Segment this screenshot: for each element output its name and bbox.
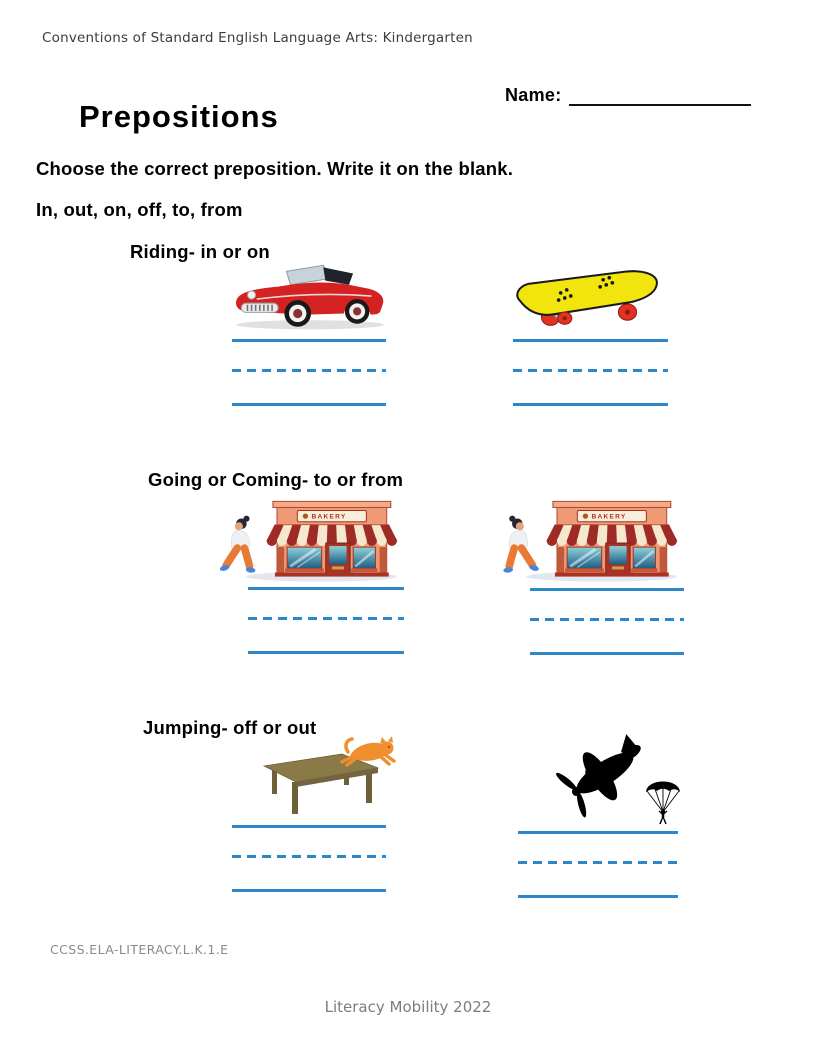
writing-line-middle xyxy=(530,618,684,621)
bakery-person-leaving-image xyxy=(216,494,404,586)
parachutist-silhouette xyxy=(646,782,680,825)
writing-line-middle xyxy=(513,369,668,372)
red-car-image xyxy=(228,258,392,332)
standard-code: CCSS.ELA-LITERACY.L.K.1.E xyxy=(50,942,229,957)
answer-blanks-bakery-to xyxy=(530,588,684,655)
name-blank-line xyxy=(569,87,751,106)
writing-line-middle xyxy=(232,855,386,858)
word-bank: In, out, on, off, to, from xyxy=(36,199,243,220)
yellow-skateboard-image xyxy=(506,264,668,334)
writing-line-middle xyxy=(248,617,404,620)
bakery-sign-text: BAKERY xyxy=(311,513,347,521)
answer-blanks-bakery-from xyxy=(248,587,404,654)
writing-line-middle xyxy=(518,861,678,864)
writing-line-bottom xyxy=(530,652,684,655)
page-title: Prepositions xyxy=(79,99,279,134)
walking-person-figure xyxy=(503,516,540,574)
writing-line-bottom xyxy=(248,651,404,654)
writing-line-top xyxy=(530,588,684,591)
bakery-sign-text: BAKERY xyxy=(591,513,627,521)
plane-parachutist-image xyxy=(550,728,688,825)
instruction-text: Choose the correct preposition. Write it on the blank. xyxy=(36,158,514,179)
writing-line-top xyxy=(232,825,386,828)
footer-credit: Literacy Mobility 2022 xyxy=(324,998,492,1016)
bakery-person-approaching-image xyxy=(496,494,684,586)
writing-line-top xyxy=(232,339,386,342)
walking-person-figure xyxy=(219,516,256,574)
name-label: Name: xyxy=(505,85,562,105)
writing-line-bottom xyxy=(513,403,668,406)
name-row xyxy=(505,85,751,106)
writing-line-bottom xyxy=(232,889,386,892)
answer-blanks-jumping-table xyxy=(232,825,386,892)
answer-blanks-jumping-plane xyxy=(518,831,678,898)
writing-line-middle xyxy=(232,369,386,372)
answer-blanks-riding-skateboard xyxy=(513,339,668,406)
writing-line-top xyxy=(513,339,668,342)
standards-header: Conventions of Standard English Language Arts: Kindergarten xyxy=(42,30,473,46)
section-riding-label: Riding- in or on xyxy=(130,241,270,262)
writing-line-top xyxy=(518,831,678,834)
cat-jumping-off-table-image xyxy=(248,736,400,820)
section-going-coming-label: Going or Coming- to or from xyxy=(148,469,404,490)
section-jumping-label: Jumping- off or out xyxy=(143,717,317,738)
answer-blanks-riding-car xyxy=(232,339,386,406)
writing-line-top xyxy=(248,587,404,590)
writing-line-bottom xyxy=(232,403,386,406)
writing-line-bottom xyxy=(518,895,678,898)
plane-silhouette xyxy=(553,728,657,820)
